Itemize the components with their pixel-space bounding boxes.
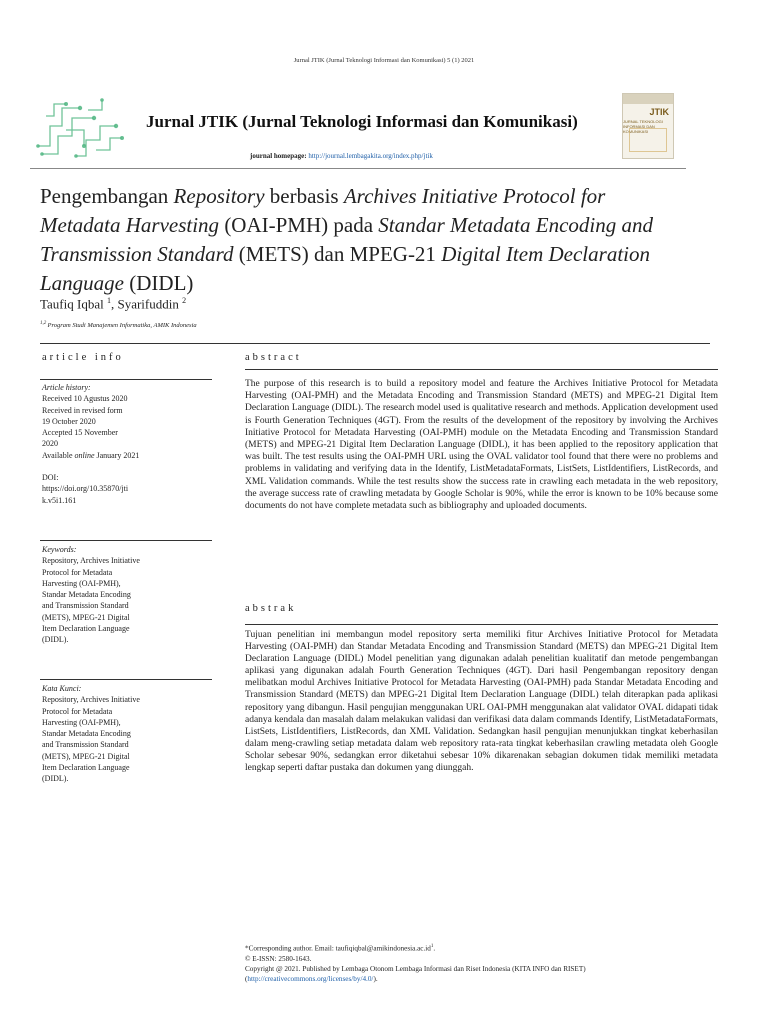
keyword-line: Item Declaration Language [42,624,130,634]
title-part: Pengembangan [40,184,174,208]
homepage-link[interactable]: http://journal.lembagakita.org/index.php/jtik [308,152,433,160]
kata-kunci-line: (METS), MPEG-21 Digital [42,751,130,761]
keywords-rule [40,540,212,541]
available-line [42,450,212,461]
keyword-line: Standar Metadata Encoding [42,590,131,600]
kata-kunci-rule [40,679,212,680]
license-link[interactable]: http://creativecommons.org/licenses/by/4.0/ [247,975,374,983]
kata-kunci-line: and Transmission Standard [42,740,129,750]
affiliation-sup: 1,2 [40,321,48,326]
abstract-rule [245,369,718,370]
title-part: (OAI-PMH) pada [219,213,379,237]
corresponding-text: *Corresponding author. Email: taufiqiqbal@amikindonesia.ac.id [245,944,431,953]
kata-kunci-line: Protocol for Metadata [42,706,113,716]
abstrak-heading: abstrak [245,603,297,614]
corresponding-author [245,942,765,954]
issn: © E-ISSN: 2580-1643. [245,954,312,963]
keyword-line: (DIDL). [42,635,69,645]
copyright: Copyright @ 2021. Published by Lembaga Otonom Lembaga Informasi dan Riset Indonesia (KITA INFO dan RISET) [245,964,586,973]
journal-header [30,92,686,168]
license-open: ( [245,975,248,983]
kata-kunci-line: Repository, Archives Initiative [42,695,140,705]
section-rule [40,343,710,344]
info-rule [40,379,212,380]
journal-homepage [250,152,433,160]
doi-label: DOI: [42,473,59,483]
keyword-line: Repository, Archives Initiative [42,556,140,566]
history-line: 19 October 2020 [42,416,96,426]
author-sup: 2 [182,296,187,305]
abstract-text: The purpose of this research is to build a repository model and feature the Archives Initiative Protocol for Metadata Harvesting (OAI-PMH) and the Metadata Encoding and Transmission Standard (METS) and MPEG-21 Digital Item Declaration Language (DIDL). The research model used is qualitative research and methods. Application development used is Fourth Generation Techniques (4GT). From the results of the development of the repository by involving the Archives Initiative Protocol for Metadata Harvesting (OAI-PMH) module on the Metadata Encoding and Transmission Standard (METS) and MPEG-21 Digital Item Declaration Language (DIDL), it has been applied to the repository application that was built. The test results using the OAI-PMH URL using the OVAL validator tool found that there were no problems and problems in validating and verifying data in the Identify, ListMetadataFormats, ListSets, ListIdentifiers, ListRecords, and XML Validation commands. While the test results show the success rate in crawling each metadata in the web repository, the average success rate of crawling metadata by Google Scholar is 90%, while the error is known to be 10% because some documents do not have complete metadata such as bibliography and uploaded documents. [245,379,718,512]
history-line: 2020 [42,439,58,449]
keyword-line: and Transmission Standard [42,601,129,611]
authors [40,296,186,312]
corresponding-end: . [433,944,436,953]
title-part-italic: Archives Initiative Protocol for Metadata Harvesting [40,184,606,237]
title-part-italic: Repository [173,184,265,208]
article-info-heading: article info [42,352,124,363]
title-part: (DIDL) [124,271,194,295]
kata-kunci-block [42,683,212,785]
affiliation [40,321,197,329]
cover-subtitle: JURNAL TEKNOLOGI INFORMASI DAN KOMUNIKASI [623,119,663,134]
abstract-heading: abstract [245,352,302,363]
keywords-label: Keywords: [42,545,77,554]
header-rule [30,168,686,169]
available-online: online [74,450,95,460]
footer [245,942,765,984]
history-line: Accepted 15 November [42,428,118,438]
kata-kunci-label: Kata Kunci: [42,684,82,693]
homepage-label: journal homepage: [250,152,307,160]
keywords-block [42,544,212,646]
available-suffix: January 2021 [94,450,140,460]
journal-cover-thumbnail [622,93,674,159]
author-name: Taufiq Iqbal [40,296,107,312]
keyword-line: Harvesting (OAI-PMH), [42,578,121,588]
article-title [40,182,680,298]
kata-kunci-line: Item Declaration Language [42,763,130,773]
keyword-line: Protocol for Metadata [42,567,113,577]
license-line [245,974,765,984]
available-prefix: Available [42,450,75,460]
doi-link[interactable]: k.v5i1.161 [42,495,77,505]
kata-kunci-line: (DIDL). [42,774,69,784]
history-line: Received in revised form [42,405,123,415]
title-part: berbasis [264,184,344,208]
doi-link[interactable]: https://doi.org/10.35870/jti [42,484,129,494]
circuit-board-logo [36,96,124,162]
running-head: Jurnal JTIK (Jurnal Teknologi Informasi dan Komunikasi) 5 (1) 2021 [293,57,475,64]
article-history [42,382,212,506]
history-line: Received 10 Agustus 2020 [42,394,128,404]
kata-kunci-line: Harvesting (OAI-PMH), [42,717,121,727]
journal-title: Jurnal JTIK (Jurnal Teknologi Informasi dan Komunikasi) [146,112,578,131]
keyword-line: (METS), MPEG-21 Digital [42,612,130,622]
author-name: , Syarifuddin [110,296,183,312]
license-close: ). [373,975,378,983]
history-label: Article history: [42,383,91,392]
affiliation-text: Program Studi Manajemen Informatika, AMIK Indonesia [47,322,197,330]
abstrak-text: Tujuan penelitian ini membangun model repository serta memiliki fitur Archives Initiative Protocol for Metadata Harvesting (OAI-PMH) dan Standar Metadata Encoding and Transmission Standard (METS) dan MPEG-21 Digital Item Declaration Language (DIDL) Model penelitian yang digunakan adalah penelitian kualitatif dan metode pengembangan aplikasi yang digunakan adalah Fourth Generation Techniques (4GT). Dari hasil Pengembangan repository dengan melibatkan modul Archives Initiative Protocol for Metadata Harvesting (OAI-PMH) pada Standar Metadata Encoding and Transmission Standard (METS) dan MPEG-21 Digital Item Declaration Language (DIDL) telah diterapkan pada aplikasi repository yang dibangun. Hasil pengujian menggunakan URL OAI-PMH menggunakan alat validator OVAL didapati tidak adanya kendala dan masalah dalam melakukan validasi dan verifikasi data dalam commands Identify, ListMetadataFormats, ListSets, ListIdentifiers, ListRecords, dan XML Validation. Sedangkan hasil pengujian menunjukkan tingkat keberhasilan dalam meng-crawling setiap metadata dalam web repository rata-rata tingkat keberhasilan crawling metadata oleh Google Scholar sebesar 90%, sedangkan error diketahui sebesar 10% dikarenakan sebagian dokumen tidak memiliki metadata lengkap seperti daftar pustaka dan dokumen yang diunggah. [245,630,718,774]
title-part-italic: Digital Item Declaration Language [40,242,650,295]
cover-title: JTIK [649,107,669,117]
corresponding-sup: 1 [430,944,434,949]
author-sup: 1 [106,296,111,305]
abstrak-rule [245,624,718,625]
kata-kunci-line: Standar Metadata Encoding [42,729,131,739]
title-part: (METS) dan MPEG-21 [233,242,442,266]
title-part-italic: Standar Metadata Encoding and Transmission Standard [40,213,654,266]
